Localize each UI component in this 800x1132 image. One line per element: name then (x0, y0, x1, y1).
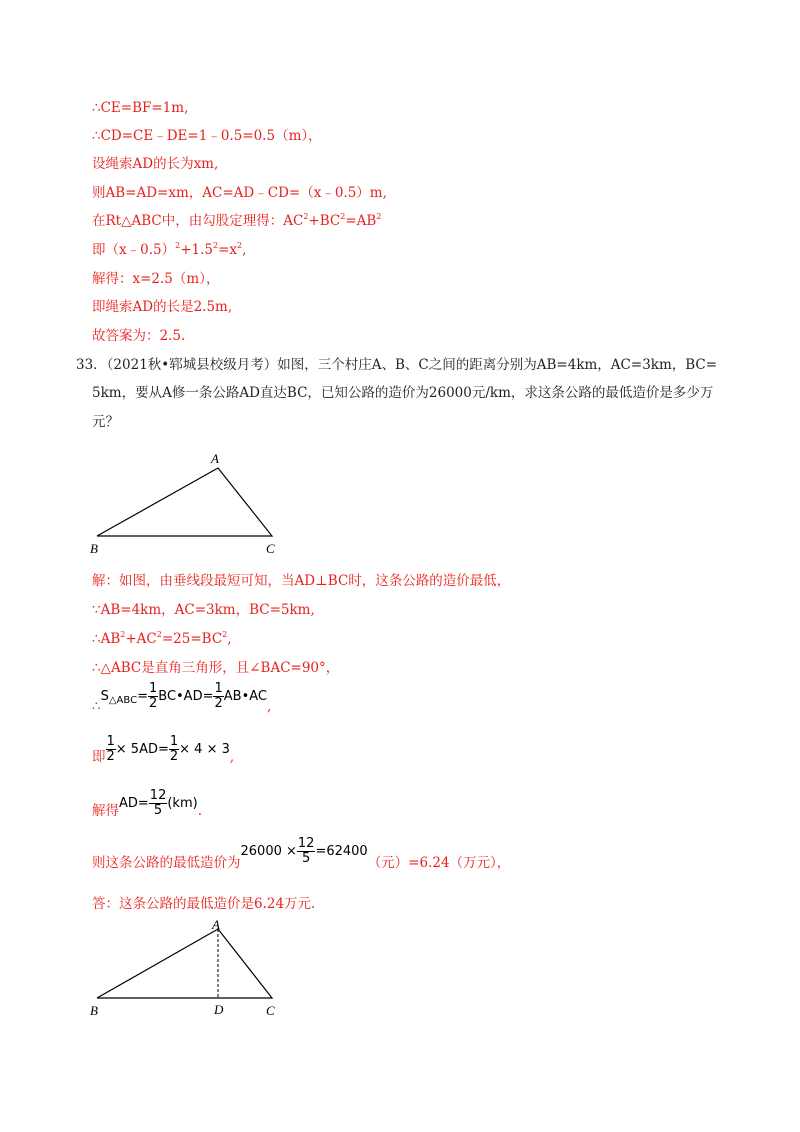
solution-line: ∴CD=CE﹣DE=1﹣0.5=0.5（m）， (92, 128, 322, 144)
triangle-figure (86, 450, 296, 560)
vertex-label-a: A (212, 918, 220, 932)
vertex-label-b: B (90, 541, 98, 556)
solution-line: 解：如图，由垂线段最短可知，当AD⊥BC时，这条公路的造价最低， (92, 573, 511, 589)
triangle-altitude-figure (86, 918, 296, 1028)
vertex-label-c: C (266, 1003, 275, 1018)
solution-line-pythagoras: 在Rt△ABC中，由勾股定理得：$AC^2+BC^2=AB^2$ (92, 212, 382, 229)
answer-line: 故答案为：2.5. (92, 328, 186, 344)
area-equation: $\therefore S_{\triangle ABC}=$ $\frac{1}{2}$ BC•AD= $\frac{1}{2}$ AB•AC, (92, 681, 272, 715)
question-text: 33．（2021秋•郓城县校级月考）如图，三个村庄A、B、C之间的距离分别为AB=4km，AC=3km，BC= (76, 357, 718, 373)
vertex-label-b: B (90, 1003, 98, 1018)
solution-line: ∵AB=4km，AC=3km，BC=5km, (92, 602, 315, 618)
vertex-label-a: A (211, 451, 219, 466)
solution-line: 即绳索AD的长是2.5m, (92, 299, 233, 315)
ad-result: 解得AD= $\frac{12}{5}$ (km). (92, 787, 202, 819)
area-substitution: 即 $\frac{1}{2}$ × 5AD= $\frac{1}{2}$ × 4 × 3, (92, 733, 235, 765)
solution-line: $\therefore AB^2+AC^2=25=BC^2$, (92, 630, 232, 647)
solution-line: 则AB=AD=xm，AC=AD﹣CD=（x﹣0.5）m, (92, 185, 387, 201)
solution-line: 设绳索AD的长为xm, (92, 156, 219, 172)
cost-calculation: 则这条公路的最低造价为26000 × $\frac{12}{5}$ =62400（元）=6.24（万元）， (92, 835, 511, 871)
solution-line: ∴CE=BF=1m, (92, 100, 189, 116)
question-text: 5km，要从A修一条公路AD直达BC，已知公路的造价为26000元/km，求这条公路的最低造价是多少万 (92, 385, 714, 401)
answer-line: 答：这条公路的最低造价是6.24万元. (92, 896, 316, 912)
solution-line-equation: 即$(x﹣0.5)^2+1.5^2=x^2$, (92, 241, 247, 258)
solution-line: ∴△ABC是直角三角形，且∠BAC=90°， (92, 660, 340, 676)
vertex-label-d: D (214, 1002, 224, 1017)
vertex-label-c: C (266, 541, 275, 556)
solution-line: 解得：x=2.5（m）， (92, 271, 220, 287)
question-text: 元？ (92, 414, 119, 430)
